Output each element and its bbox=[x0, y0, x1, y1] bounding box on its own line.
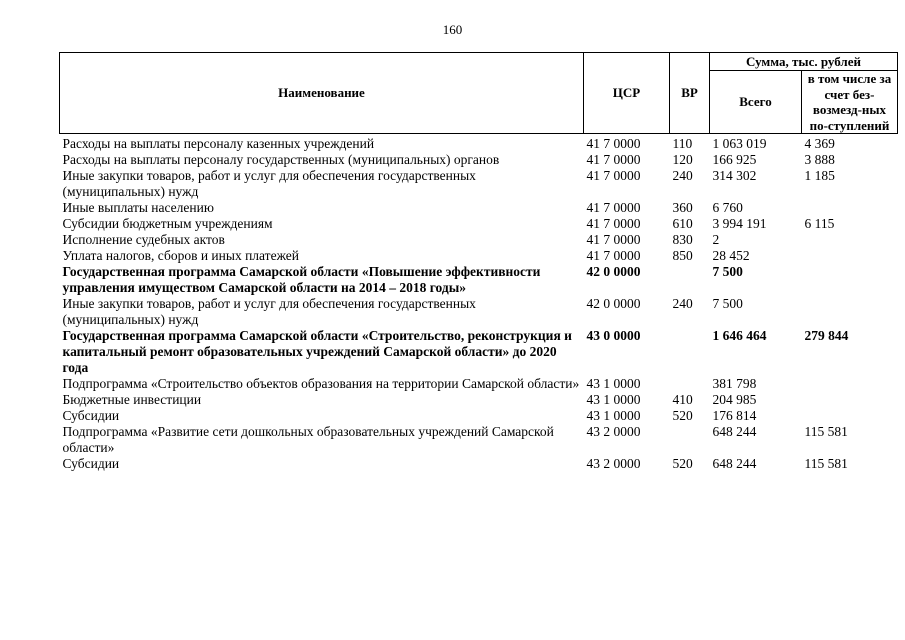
row-name: Подпрограмма «Развитие сети дошкольных образовательных учреждений Самарской области» bbox=[62, 424, 554, 455]
table-row bbox=[60, 392, 898, 408]
row-csr: 43 2 0000 bbox=[586, 424, 641, 439]
row-total: 28 452 bbox=[712, 248, 750, 263]
row-free bbox=[802, 376, 898, 392]
row-total: 648 244 bbox=[712, 456, 757, 471]
row-csr: 43 2 0000 bbox=[586, 456, 641, 471]
table-row bbox=[60, 248, 898, 264]
row-csr: 41 7 0000 bbox=[586, 216, 641, 231]
table-row bbox=[60, 376, 898, 392]
row-csr: 41 7 0000 bbox=[586, 232, 641, 247]
row-vr: 610 bbox=[672, 216, 693, 231]
row-total: 381 798 bbox=[712, 376, 757, 391]
row-csr: 41 7 0000 bbox=[586, 152, 641, 167]
row-total: 3 994 191 bbox=[712, 216, 767, 231]
row-total: 648 244 bbox=[712, 424, 757, 439]
table-row bbox=[60, 456, 898, 472]
row-name: Подпрограмма «Строительство объектов образования на территории Самарской области» bbox=[62, 376, 580, 391]
row-vr: 520 bbox=[672, 408, 693, 423]
table-row bbox=[60, 424, 898, 456]
row-total: 1 063 019 bbox=[712, 136, 767, 151]
row-total: 1 646 464 bbox=[712, 328, 767, 343]
row-free bbox=[802, 200, 898, 216]
row-vr bbox=[670, 424, 710, 456]
budget-table bbox=[59, 52, 898, 472]
row-vr: 240 bbox=[672, 296, 693, 311]
table-row bbox=[60, 408, 898, 424]
row-name: Государственная программа Самарской области «Повышение эффективности управления имуществом Самарской области на 2014 – 2018 годы» bbox=[62, 264, 541, 295]
row-free bbox=[802, 264, 898, 296]
row-total: 176 814 bbox=[712, 408, 757, 423]
row-csr: 41 7 0000 bbox=[586, 200, 641, 215]
row-free: 3 888 bbox=[804, 152, 835, 167]
row-name: Иные выплаты населению bbox=[62, 200, 214, 215]
table-row bbox=[60, 264, 898, 296]
row-free: 4 369 bbox=[804, 136, 835, 151]
row-vr: 410 bbox=[672, 392, 693, 407]
table-row bbox=[60, 134, 898, 153]
table-row bbox=[60, 200, 898, 216]
header-total: Всего bbox=[710, 71, 802, 134]
row-total: 7 500 bbox=[712, 264, 743, 279]
row-name: Расходы на выплаты персоналу государственных (муниципальных) органов bbox=[62, 152, 500, 167]
row-total: 6 760 bbox=[712, 200, 743, 215]
row-total: 314 302 bbox=[712, 168, 757, 183]
row-vr: 830 bbox=[672, 232, 693, 247]
table-row bbox=[60, 152, 898, 168]
row-vr: 360 bbox=[672, 200, 693, 215]
row-vr: 520 bbox=[672, 456, 693, 471]
row-csr: 41 7 0000 bbox=[586, 136, 641, 151]
header-csr: ЦСР bbox=[584, 53, 670, 134]
row-csr: 41 7 0000 bbox=[586, 168, 641, 183]
row-csr: 43 1 0000 bbox=[586, 392, 641, 407]
header-free: в том числе за счет без-возмезд-ных по-ступлений bbox=[802, 71, 898, 134]
row-name: Субсидии бюджетным учреждениям bbox=[62, 216, 273, 231]
row-name: Бюджетные инвестиции bbox=[62, 392, 202, 407]
page-number: 160 bbox=[442, 22, 463, 37]
row-vr: 850 bbox=[672, 248, 693, 263]
row-free: 1 185 bbox=[804, 168, 835, 183]
row-name: Иные закупки товаров, работ и услуг для обеспечения государственных (муниципальных) нужд bbox=[62, 296, 476, 327]
table-row bbox=[60, 328, 898, 376]
row-free: 6 115 bbox=[804, 216, 835, 231]
row-free: 279 844 bbox=[804, 328, 849, 343]
row-total: 2 bbox=[712, 232, 720, 247]
header-name: Наименование bbox=[60, 53, 584, 134]
row-free bbox=[802, 248, 898, 264]
row-csr: 43 1 0000 bbox=[586, 376, 641, 391]
row-name: Иные закупки товаров, работ и услуг для обеспечения государственных (муниципальных) нужд bbox=[62, 168, 476, 199]
row-csr: 43 1 0000 bbox=[586, 408, 641, 423]
table-body bbox=[60, 134, 898, 473]
row-csr: 43 0 0000 bbox=[586, 328, 641, 343]
header-sum: Сумма, тыс. рублей bbox=[710, 53, 898, 71]
row-name: Расходы на выплаты персоналу казенных учреждений bbox=[62, 136, 375, 151]
row-total: 204 985 bbox=[712, 392, 757, 407]
row-total: 166 925 bbox=[712, 152, 757, 167]
row-free bbox=[802, 232, 898, 248]
row-vr bbox=[670, 376, 710, 392]
row-free bbox=[802, 392, 898, 408]
row-vr: 240 bbox=[672, 168, 693, 183]
row-name: Уплата налогов, сборов и иных платежей bbox=[62, 248, 299, 263]
row-free bbox=[802, 296, 898, 328]
row-name: Субсидии bbox=[62, 408, 120, 423]
table-row bbox=[60, 296, 898, 328]
row-vr: 110 bbox=[672, 136, 693, 151]
table-row bbox=[60, 232, 898, 248]
row-csr: 41 7 0000 bbox=[586, 248, 641, 263]
row-vr: 120 bbox=[672, 152, 693, 167]
row-csr: 42 0 0000 bbox=[586, 264, 641, 279]
row-name: Государственная программа Самарской области «Строительство, реконструкция и капитальный ремонт образовательных учреждений Самарской области» до 2020 года bbox=[62, 328, 572, 375]
table-row bbox=[60, 216, 898, 232]
header-vr: ВР bbox=[670, 53, 710, 134]
row-free: 115 581 bbox=[804, 424, 848, 439]
row-csr: 42 0 0000 bbox=[586, 296, 641, 311]
row-vr bbox=[670, 264, 710, 296]
row-name: Исполнение судебных актов bbox=[62, 232, 225, 247]
row-vr bbox=[670, 328, 710, 376]
row-free bbox=[802, 408, 898, 424]
table-row bbox=[60, 168, 898, 200]
row-name: Субсидии bbox=[62, 456, 120, 471]
row-total: 7 500 bbox=[712, 296, 743, 311]
row-free: 115 581 bbox=[804, 456, 848, 471]
